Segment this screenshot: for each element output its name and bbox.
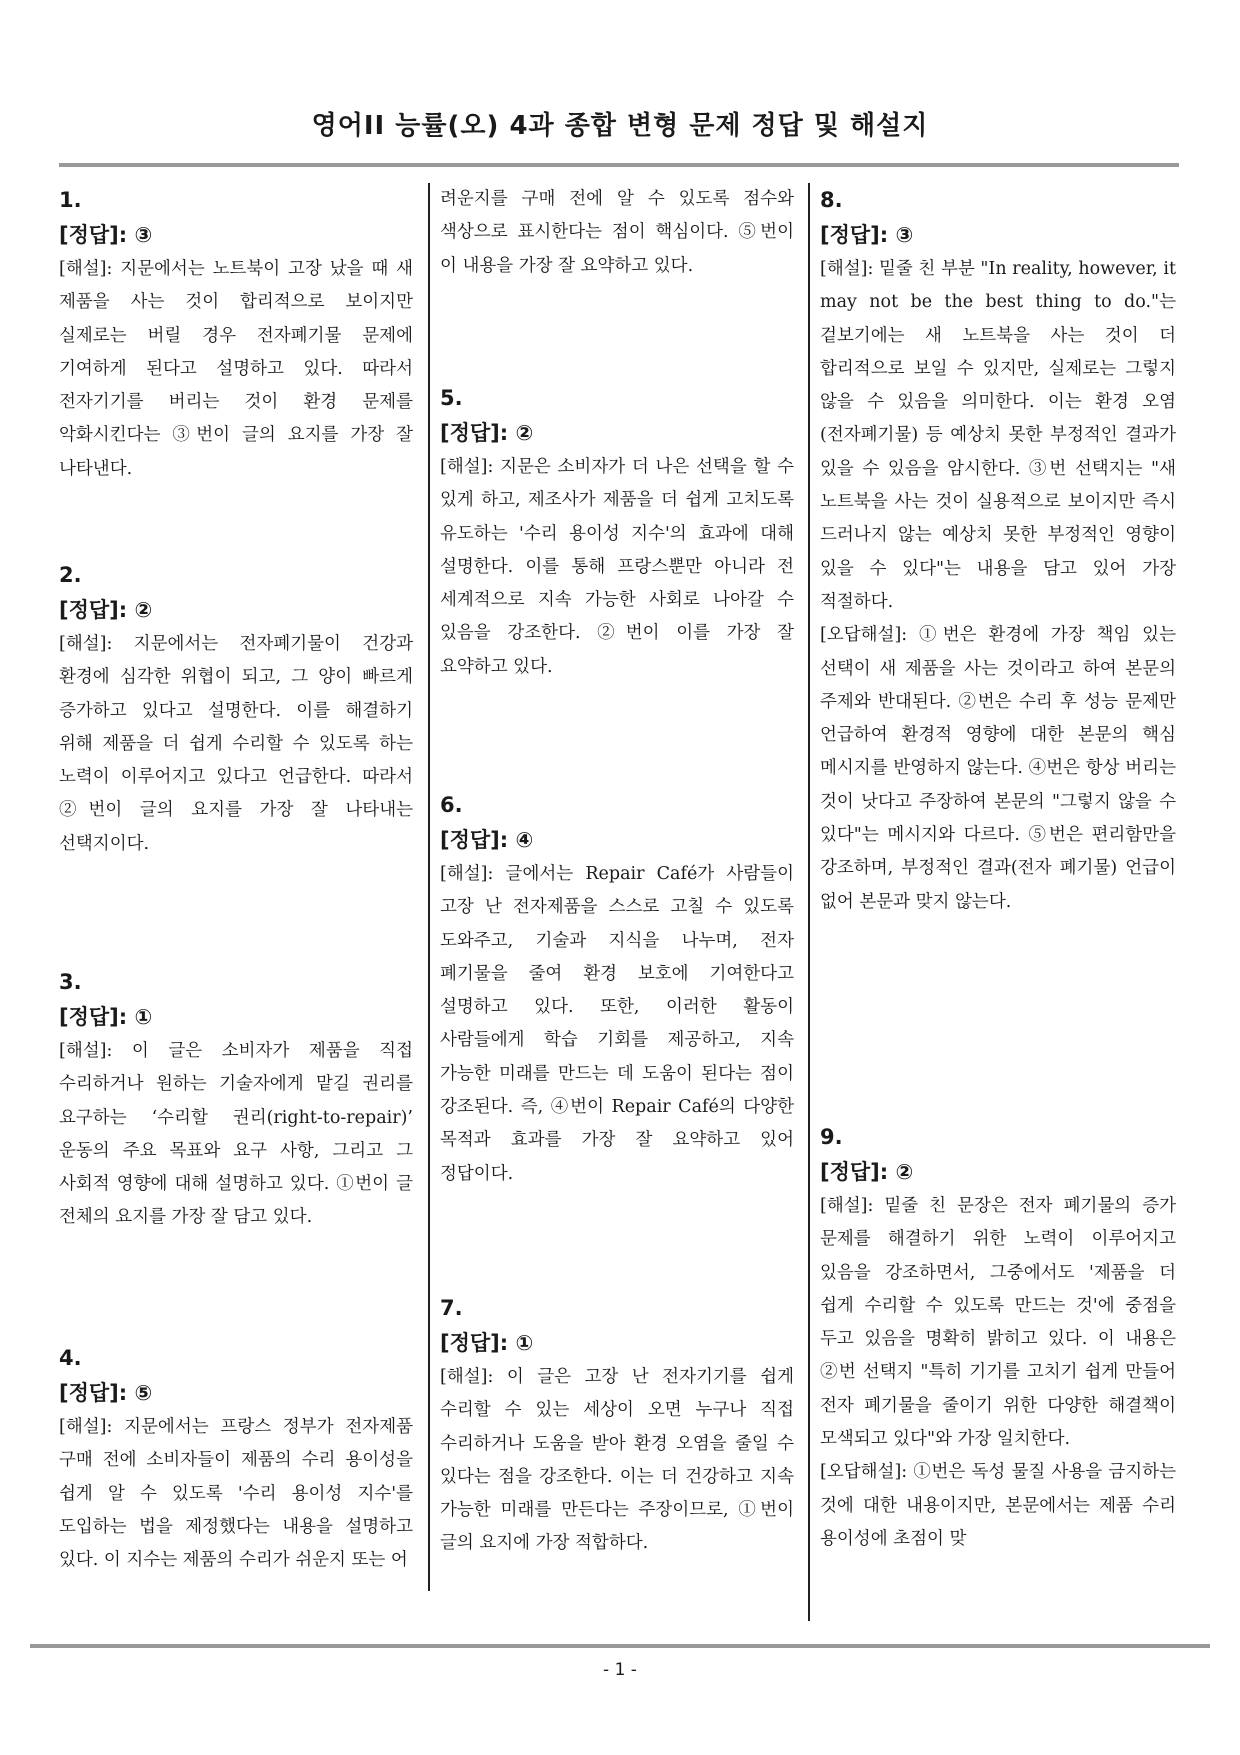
answer-label: [정답]: ② <box>440 421 534 445</box>
question-4 <box>59 1341 413 1577</box>
question-7 <box>440 1291 794 1561</box>
explanation-text: [해설]: 지문은 소비자가 더 나은 선택을 할 수 있게 하고, 제조사가 제품을 더 쉽게 고치도록 유도하는 '수리 용이성 지수'의 효과에 대해 설명한다. 이를 통해 프랑스뿐만 아니라 전 세계적으로 지속 가능한 사회로 나아갈 수 있음을 강조한다. ②번이 이를 가장 잘 요약하고 있다. <box>440 457 794 677</box>
question-number: 4. <box>59 1346 82 1370</box>
explanation-text: 려운지를 구매 전에 알 수 있도록 점수와 색상으로 표시한다는 점이 핵심이다. ⑤번이 이 내용을 가장 잘 요약하고 있다. <box>440 189 794 276</box>
answer-label: [정답]: ② <box>59 598 153 622</box>
question-3 <box>59 965 413 1235</box>
question-6 <box>440 788 794 1191</box>
answer-label: [정답]: ③ <box>820 223 914 247</box>
explanation-text: [해설]: 이 글은 소비자가 제품을 직접 수리하거나 원하는 기술자에게 맡길 권리를 요구하는 ‘수리할 권리(right-to-repair)’ 운동의 주요 목표와 요구 사항, 그리고 그 사회적 영향에 대해 설명하고 있다. ①번이 글 전체의 요지를 가장 잘 담고 있다. <box>59 1041 413 1228</box>
question-number: 7. <box>440 1296 463 1320</box>
answer-label: [정답]: ⑤ <box>59 1381 153 1405</box>
question-2 <box>59 558 413 861</box>
question-number: 6. <box>440 793 463 817</box>
answer-label: [정답]: ① <box>440 1331 534 1355</box>
explanation-text: [해설]: 지문에서는 전자폐기물이 건강과 환경에 심각한 위협이 되고, 그 양이 빠르게 증가하고 있다고 설명한다. 이를 해결하기 위해 제품을 더 쉽게 수리할 수 있도록 하는 노력이 이루어지고 있다고 언급한다. 따라서 ②번이 글의 요지를 가장 잘 나타내는 선택지이다. <box>59 634 413 854</box>
question-number: 8. <box>820 188 843 212</box>
wrong-answer-explanation: [오답해설]: ①번은 환경에 가장 책임 있는 선택이 새 제품을 사는 것이라고 하여 본문의 주제와 반대된다. ②번은 수리 후 성능 문제만 언급하여 환경적 영향에 대한 본문의 핵심 메시지를 반영하지 않는다. ④번은 항상 버리는 것이 낫다고 주장하여 본문의 "그렇지 않을 수 있다"는 메시지와 다르다. ⑤번은 편리함만을 강조하며, 부정적인 결과(전자 폐기물) 언급이 없어 본문과 맞지 않는다. <box>820 625 1176 912</box>
question-number: 1. <box>59 188 82 212</box>
answer-label: [정답]: ② <box>820 1160 914 1184</box>
top-divider <box>59 163 1179 167</box>
answer-label: [정답]: ③ <box>59 223 153 247</box>
question-4-continued <box>440 183 794 283</box>
answer-label: [정답]: ④ <box>440 828 534 852</box>
question-number: 9. <box>820 1125 843 1149</box>
explanation-text: [해설]: 밑줄 친 부분 "In reality, however, it may not be the best thing to do."는 겉보기에는 새 노트북을 사는 것이 더 합리적으로 보일 수 있지만, 실제로는 그렇지 않을 수 있음을 의미한다. 이는 환경 오염(전자폐기물) 등 예상치 못한 부정적인 결과가 있을 수 있음을 암시한다. ③번 선택지는 "새 노트북을 사는 것이 실용적으로 보이지만 즉시 드러나지 않는 예상치 못한 부정적인 영향이 있을 수 있다"는 내용을 담고 있어 가장 적절하다. <box>820 259 1176 612</box>
page-number: - 1 - <box>603 1660 637 1680</box>
column-divider <box>808 183 810 1621</box>
explanation-text: [해설]: 지문에서는 프랑스 정부가 전자제품 구매 전에 소비자들이 제품의 수리 용이성을 쉽게 알 수 있도록 '수리 용이성 지수'를 도입하는 법을 제정했다는 내용을 설명하고 있다. 이 지수는 제품의 수리가 쉬운지 또는 어 <box>59 1417 413 1571</box>
question-number: 2. <box>59 563 82 587</box>
page-title: 영어II 능률(오) 4과 종합 변형 문제 정답 및 해설지 <box>311 111 929 141</box>
question-number: 5. <box>440 386 463 410</box>
question-8 <box>820 183 1176 919</box>
explanation-text: [해설]: 이 글은 고장 난 전자기기를 쉽게 수리할 수 있는 세상이 오면 누구나 직접 수리하거나 도움을 받아 환경 오염을 줄일 수 있다는 점을 강조한다. 이는 더 건강하고 지속 가능한 미래를 만든다는 주장이므로, ①번이 글의 요지에 가장 적합하다. <box>440 1367 794 1554</box>
explanation-text: [해설]: 지문에서는 노트북이 고장 났을 때 새 제품을 사는 것이 합리적으로 보이지만 실제로는 버릴 경우 전자폐기물 문제에 기여하게 된다고 설명하고 있다. 따라서 전자기기를 버리는 것이 환경 문제를 악화시킨다는 ③번이 글의 요지를 가장 잘 나타낸다. <box>59 259 413 479</box>
question-9 <box>820 1120 1176 1556</box>
question-5 <box>440 381 794 684</box>
explanation-text: [해설]: 글에서는 Repair Café가 사람들이 고장 난 전자제품을 스스로 고칠 수 있도록 도와주고, 기술과 지식을 나누며, 전자 폐기물을 줄여 환경 보호에 기여한다고 설명하고 있다. 또한, 이러한 활동이 사람들에게 학습 기회를 제공하고, 지속 가능한 미래를 만드는 데 도움이 된다는 점이 강조된다. 즉, ④번이 Repair Café의 다양한 목적과 효과를 가장 잘 요약하고 있어 정답이다. <box>440 864 794 1184</box>
question-1 <box>59 183 413 486</box>
wrong-answer-explanation: [오답해설]: ①번은 독성 물질 사용을 금지하는 것에 대한 내용이지만, 본문에서는 제품 수리 용이성에 초점이 맞 <box>820 1462 1176 1549</box>
column-divider <box>428 183 430 1591</box>
answer-label: [정답]: ① <box>59 1005 153 1029</box>
bottom-divider <box>30 1644 1210 1648</box>
question-number: 3. <box>59 970 82 994</box>
explanation-text: [해설]: 밑줄 친 문장은 전자 폐기물의 증가 문제를 해결하기 위한 노력이 이루어지고 있음을 강조하면서, 그중에서도 '제품을 더 쉽게 수리할 수 있도록 만드는 것'에 중점을 두고 있음을 명확히 밝히고 있다. 이 내용은 ②번 선택지 "특히 기기를 고치기 쉽게 만들어 전자 폐기물을 줄이기 위한 다양한 해결책이 모색되고 있다"와 가장 일치한다. <box>820 1196 1176 1450</box>
